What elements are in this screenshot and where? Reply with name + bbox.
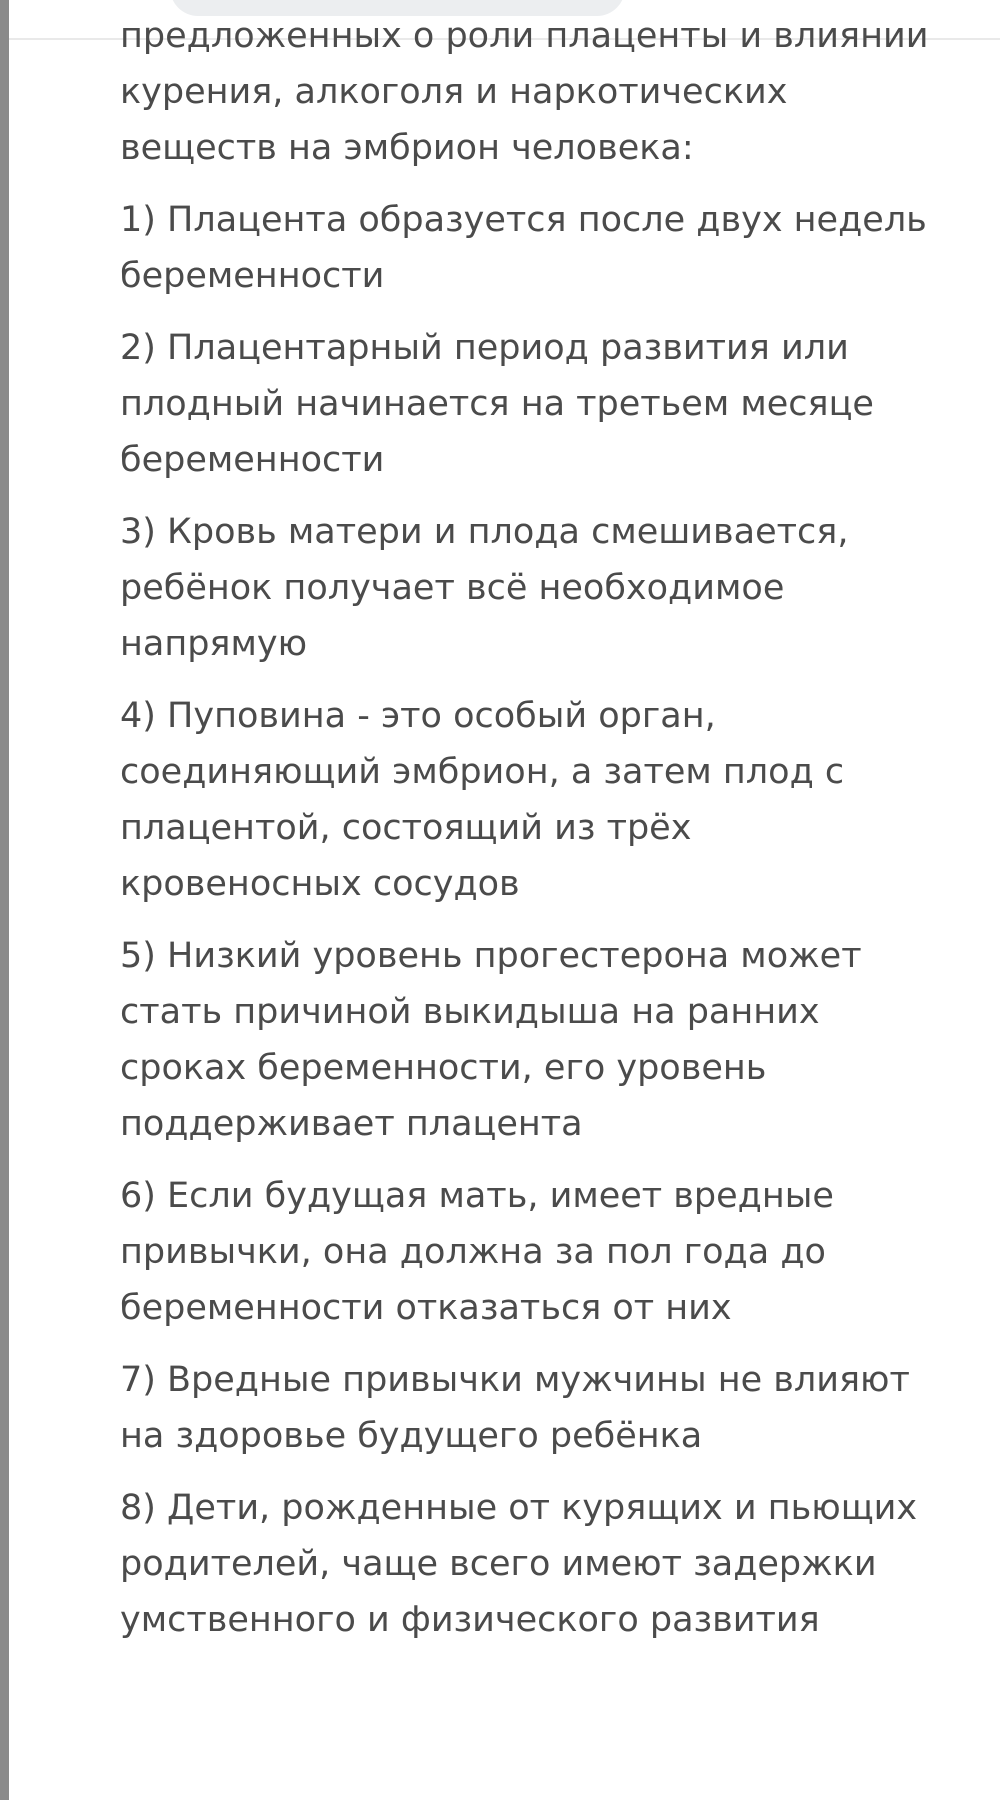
statement-7: 7) Вредные привычки мужчины не влияют на здоровье будущего ребёнка (120, 1360, 910, 1456)
statement-8: 8) Дети, рожденные от курящих и пьющих родителей, чаще всего имеют задержки умственного и физического развития (120, 1488, 918, 1640)
statement-6: 6) Если будущая мать, имеет вредные привычки, она должна за пол года до беременности отказаться от них (120, 1176, 834, 1328)
statement-2: 2) Плацентарный период развития или плодный начинается на третьем месяце беременности (120, 328, 874, 480)
statement-5: 5) Низкий уровень прогестерона может стать причиной выкидыша на ранних сроках беременности, его уровень поддерживает плацента (120, 936, 862, 1144)
statement-1: 1) Плацента образуется после двух недель беременности (120, 200, 927, 296)
question-text (120, 8, 940, 1664)
left-edge-bar (0, 0, 9, 1800)
statement-4: 4) Пуповина - это особый орган, соединяющий эмбрион, а затем плод с плацентой, состоящий из трёх кровеносных сосудов (120, 696, 845, 904)
statement-3: 3) Кровь матери и плода смешивается, ребёнок получает всё необходимое напрямую (120, 512, 849, 664)
question-intro: предложенных о роли плаценты и влиянии курения, алкоголя и наркотических веществ на эмбрион человека: (120, 16, 929, 168)
